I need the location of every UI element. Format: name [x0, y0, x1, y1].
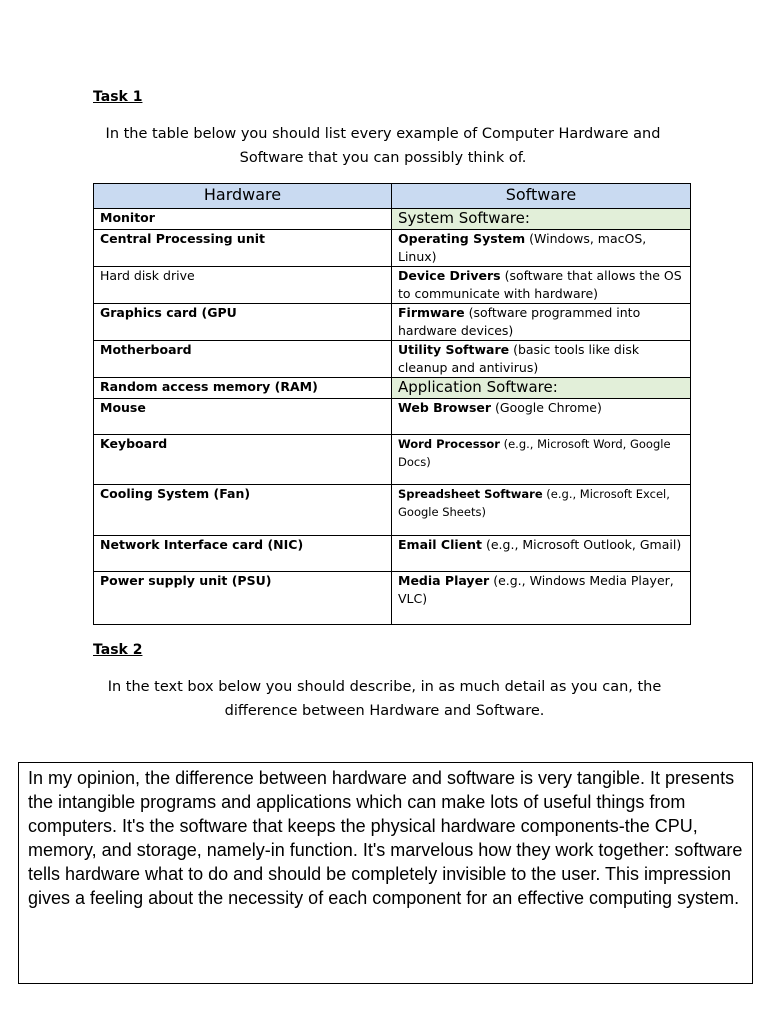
- software-cell: [392, 536, 691, 572]
- software-cell: [392, 435, 691, 485]
- hardware-cell: Monitor: [94, 209, 392, 230]
- software-note: (software that allows the OS to communicate with hardware): [398, 268, 682, 301]
- software-note: (e.g., Windows Media Player, VLC): [398, 573, 674, 606]
- software-name: Media Player: [398, 573, 490, 588]
- software-note: (basic tools like disk cleanup and antivirus): [398, 342, 640, 375]
- software-note: (e.g., Microsoft Excel, Google Sheets): [398, 487, 670, 519]
- software-cell: [392, 341, 691, 378]
- answer-text-box[interactable]: In my opinion, the difference between hardware and software is very tangible. It presents the intangible programs and applications which can make lots of useful things from computers. It's the software that keeps the physical hardware components-the CPU, memory, and storage, namely-in function. It's marvelous how they work together: software tells hardware what to do and should be completely invisible to the user. This impression gives a feeling about the necessity of each component for an effective computing system.: [18, 762, 753, 984]
- hardware-column-header: Hardware: [94, 184, 392, 209]
- software-name: Operating System: [398, 231, 526, 246]
- hardware-cell: Motherboard: [94, 341, 392, 378]
- software-cell: [392, 230, 691, 267]
- hardware-cell: Network Interface card (NIC): [94, 536, 392, 572]
- software-name: Firmware: [398, 305, 465, 320]
- software-name: Spreadsheet Software: [398, 487, 543, 501]
- software-note: (Google Chrome): [491, 400, 602, 415]
- software-cell: [392, 399, 691, 435]
- software-note: (e.g., Microsoft Outlook, Gmail): [482, 537, 682, 552]
- hardware-cell: Power supply unit (PSU): [94, 572, 392, 625]
- hardware-cell: Central Processing unit: [94, 230, 392, 267]
- software-note: (e.g., Microsoft Word, Google Docs): [398, 437, 671, 469]
- software-note: (Windows, macOS, Linux): [398, 231, 647, 264]
- software-section-heading: System Software:: [392, 209, 691, 230]
- software-cell: [392, 267, 691, 304]
- software-cell: [392, 304, 691, 341]
- software-note: (software programmed into hardware devices): [398, 305, 641, 338]
- hardware-cell: Graphics card (GPU: [94, 304, 392, 341]
- software-name: Email Client: [398, 537, 483, 552]
- task2-heading: Task 2: [93, 642, 143, 658]
- software-name: Word Processor: [398, 437, 500, 451]
- hardware-software-table: [93, 183, 691, 625]
- hardware-cell: Random access memory (RAM): [94, 378, 392, 399]
- software-column-header: Software: [392, 184, 691, 209]
- software-section-heading: Application Software:: [392, 378, 691, 399]
- software-name: Web Browser: [398, 400, 492, 415]
- software-name: Device Drivers: [398, 268, 501, 283]
- task2-intro: In the text box below you should describe, in as much detail as you can, the difference between Hardware and Software.: [107, 679, 662, 719]
- hardware-cell: Cooling System (Fan): [94, 485, 392, 536]
- task1-intro: In the table below you should list every example of Computer Hardware and Software that you can possibly think of.: [105, 126, 661, 166]
- software-name: Utility Software: [398, 342, 510, 357]
- hardware-cell: Mouse: [94, 399, 392, 435]
- hardware-cell: Hard disk drive: [94, 267, 392, 304]
- hardware-cell: Keyboard: [94, 435, 392, 485]
- software-cell: [392, 485, 691, 536]
- software-cell: [392, 572, 691, 625]
- task1-heading: Task 1: [93, 89, 143, 105]
